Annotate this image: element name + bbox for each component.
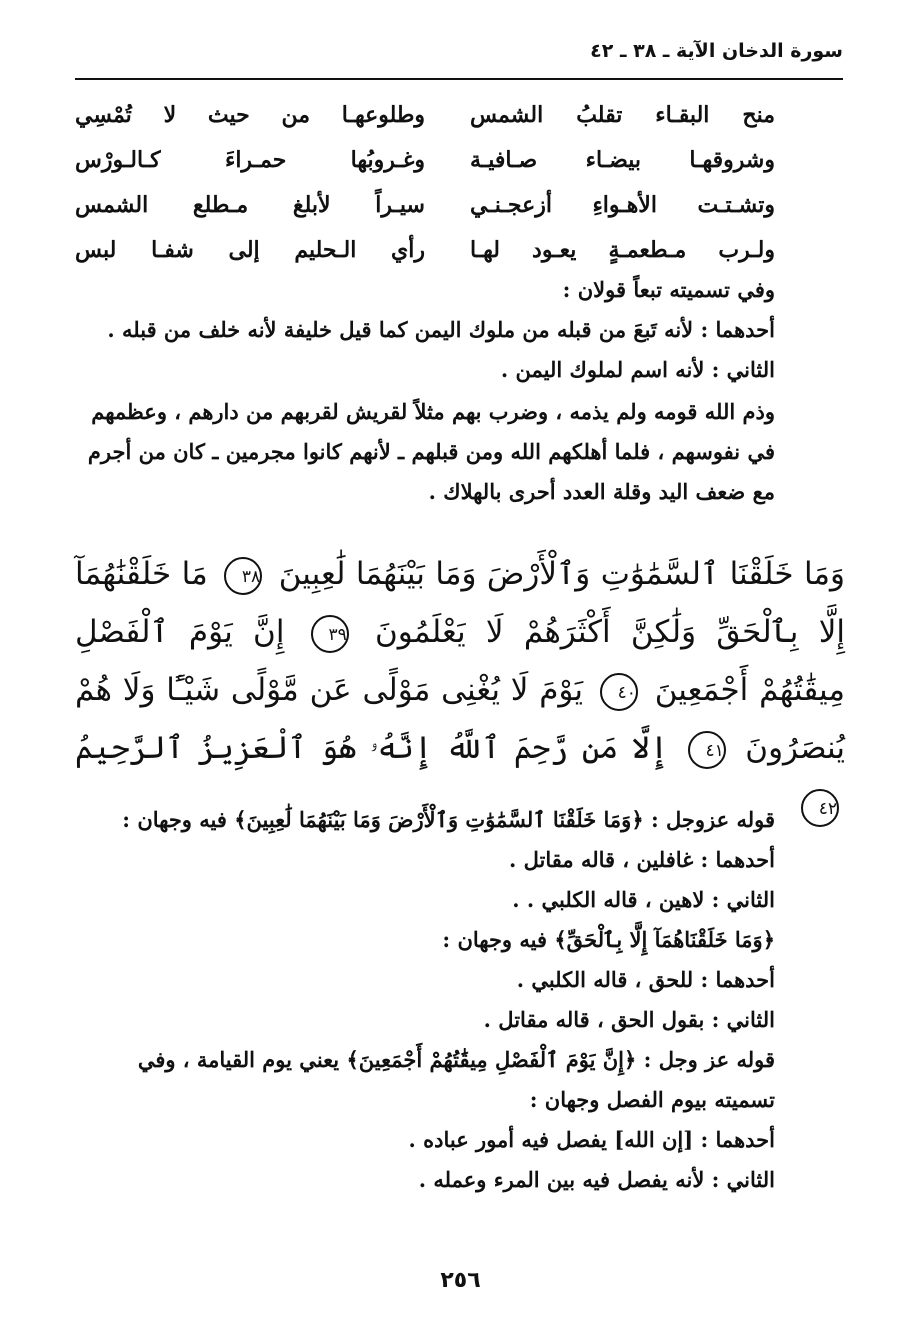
quran-quote: ﴿إِنَّ يَوْمَ ٱلْفَصْلِ مِيقَٰتُهُمْ أَجْمَعِينَ﴾ [346, 1047, 637, 1072]
commentary-line: الثاني : بقول الحق ، قاله مقاتل . [483, 1007, 775, 1032]
poem-hemistich-second: سيـراً لأبلغ مـطلع الشمس [75, 191, 425, 218]
commentary-suffix: يعني يوم القيامة ، وفي تسميته بيوم الفصل وجهان : [137, 1047, 775, 1112]
ayah-38-text: وَمَا خَلَقْنَا ٱلسَّمَٰوَٰتِ وَٱلْأَرْضَ وَمَا بَيْنَهُمَا لَٰعِبِينَ [278, 556, 846, 592]
poem-line [75, 137, 775, 182]
ayah-41-text: يَوْمَ لَا يُغْنِى مَوْلًى عَن مَّوْلًى شَيْـًٔا وَلَا هُمْ يُنصَرُونَ [75, 672, 846, 766]
quran-verses [75, 545, 845, 835]
quran-quote: ﴿وَمَا خَلَقْنَاهُمَآ إِلَّا بِٱلْحَقِّ﴾ [554, 927, 775, 952]
commentary-prefix: قوله عز وجل : [643, 1047, 775, 1072]
poem-line [75, 227, 775, 272]
poem-hemistich-first: وشروقهـا بيضـاء صـافيـة [470, 146, 775, 173]
ayah-number-marker: ٤٠ [600, 673, 638, 711]
poem-hemistich-second: وغـروبُها حمـراءَ كـالـورْس [75, 146, 425, 173]
poem-hemistich-second: وطلوعهـا من حيث لا تُمْسِي [75, 101, 425, 128]
ayah-number-marker: ٤١ [688, 731, 726, 769]
paragraph-intro: وفي تسميته تبعاً قولان : [562, 277, 775, 302]
commentary-line: أحدهما : للحق ، قاله الكلبي . [516, 967, 775, 992]
header-rule [75, 78, 843, 80]
ayah-number-marker: ٣٩ [311, 615, 349, 653]
ayah-number-marker: ٤٢ [801, 789, 839, 827]
poem-hemistich-first: ولـرب مـطعمـةٍ يعـود لهـا [470, 236, 775, 263]
commentary-suffix: فيه وجهان : [122, 807, 227, 832]
commentary-line [75, 920, 775, 960]
commentary-line: الثاني : لأنه يفصل فيه بين المرء وعمله . [418, 1167, 775, 1192]
commentary-prefix: قوله عزوجل : [650, 807, 775, 832]
commentary-line: أحدهما : غافلين ، قاله مقاتل . [509, 847, 775, 872]
commentary-line [75, 800, 775, 840]
ayah-number-marker: ٣٨ [224, 557, 262, 595]
poem-block [75, 92, 775, 272]
poem-hemistich-first: منح البقـاء تقلبُ الشمس [470, 101, 775, 128]
commentary-line [75, 1040, 775, 1120]
paragraph-second-view: الثاني : لأنه اسم لملوك اليمن . [500, 357, 775, 382]
ayah-39-text: مَا خَلَقْنَٰهُمَآ إِلَّا بِٱلْحَقِّ وَلَٰكِنَّ أَكْثَرَهُمْ لَا يَعْلَمُونَ [75, 556, 846, 650]
poem-hemistich-first: وتشـتـت الأهـواءِ أزعجـنـي [470, 191, 775, 218]
poem-line [75, 182, 775, 227]
paragraph-first-view: أحدهما : لأنه تَبعَ من قبله من ملوك اليمن كما قيل خليفة لأنه خلف من قبله . [107, 317, 775, 342]
commentary-suffix: فيه وجهان : [442, 927, 548, 952]
commentary-line: الثاني : لاهين ، قاله الكلبي . . [512, 887, 775, 912]
page-number: ٢٥٦ [440, 1268, 481, 1293]
poem-line [75, 92, 775, 137]
quran-quote: ﴿وَمَا خَلَقْنَا ٱلسَّمَٰوَٰتِ وَٱلْأَرْضَ وَمَا بَيْنَهُمَا لَٰعِبِينَ﴾ [234, 807, 644, 832]
ayah-40-text: إِنَّ يَوْمَ ٱلْفَصْلِ مِيقَٰتُهُمْ أَجْمَعِينَ [75, 614, 846, 708]
running-header: سورة الدخان الآية ـ ٣٨ ـ ٤٢ [590, 40, 843, 62]
poem-hemistich-second: رأي الـحليم إلى شفـا لبس [75, 236, 425, 263]
commentary-line: أحدهما : [إن الله] يفصل فيه أمور عباده . [408, 1127, 775, 1152]
section-naming [75, 270, 775, 512]
ayah-42-text: إِلَّا مَن رَّحِمَ ٱللَّهُ إِنَّهُۥ هُوَ ٱلْعَزِيزُ ٱلرَّحِيمُ [75, 730, 669, 766]
tafsir-commentary [75, 800, 775, 1200]
paragraph-commentary: وذم الله قومه ولم يذمه ، وضرب بهم مثلاً لقريش لقربهم من دارهم ، وعظمهم في نفوسهم ، فلما أهلكهم الله ومن قبلهم ـ لأنهم كانوا مجرمين ـ كان من أجرم مع ضعف اليد وقلة العدد أحرى بالهلاك . [87, 399, 775, 504]
